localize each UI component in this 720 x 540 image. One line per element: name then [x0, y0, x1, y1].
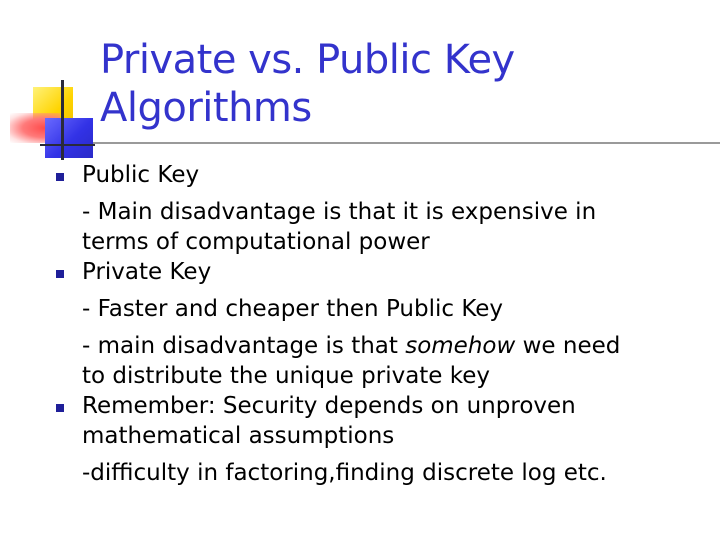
sub-point-line: to distribute the unique private key: [82, 363, 491, 389]
bullet-public-key: [52, 160, 692, 257]
slide-title: [100, 36, 700, 132]
sub-point-line: -difficulty in factoring,finding discrete log etc.: [82, 460, 607, 486]
sub-point-line: - Main disadvantage is that it is expensive in: [82, 199, 597, 225]
square-bullet-icon: [56, 404, 64, 412]
sub-point-line: terms of computational power: [82, 229, 430, 255]
slide-title-line-2: Algorithms: [100, 85, 312, 131]
decorative-vertical-line: [61, 80, 64, 160]
bullet-label: Remember: Security depends on unproven: [82, 393, 576, 419]
sub-point-text: - main disadvantage is that: [82, 333, 406, 359]
bullet-private-key: [52, 257, 692, 391]
sub-point-line: - Faster and cheaper then Public Key: [82, 296, 504, 322]
bullet-remember: [52, 391, 692, 488]
title-underline: [93, 142, 720, 144]
slide-body: [52, 160, 692, 488]
bullet-label: mathematical assumptions: [82, 423, 395, 449]
bullet-label: Private Key: [82, 259, 212, 285]
emphasized-word: somehow: [405, 333, 516, 359]
sub-point-line: [82, 331, 692, 361]
slide-title-line-1: Private vs. Public Key: [100, 37, 515, 83]
decorative-blue-square: [45, 118, 93, 158]
sub-point-text: we need: [515, 333, 621, 359]
decorative-horizontal-line: [40, 144, 95, 146]
square-bullet-icon: [56, 270, 64, 278]
square-bullet-icon: [56, 173, 64, 181]
bullet-label: Public Key: [82, 162, 200, 188]
